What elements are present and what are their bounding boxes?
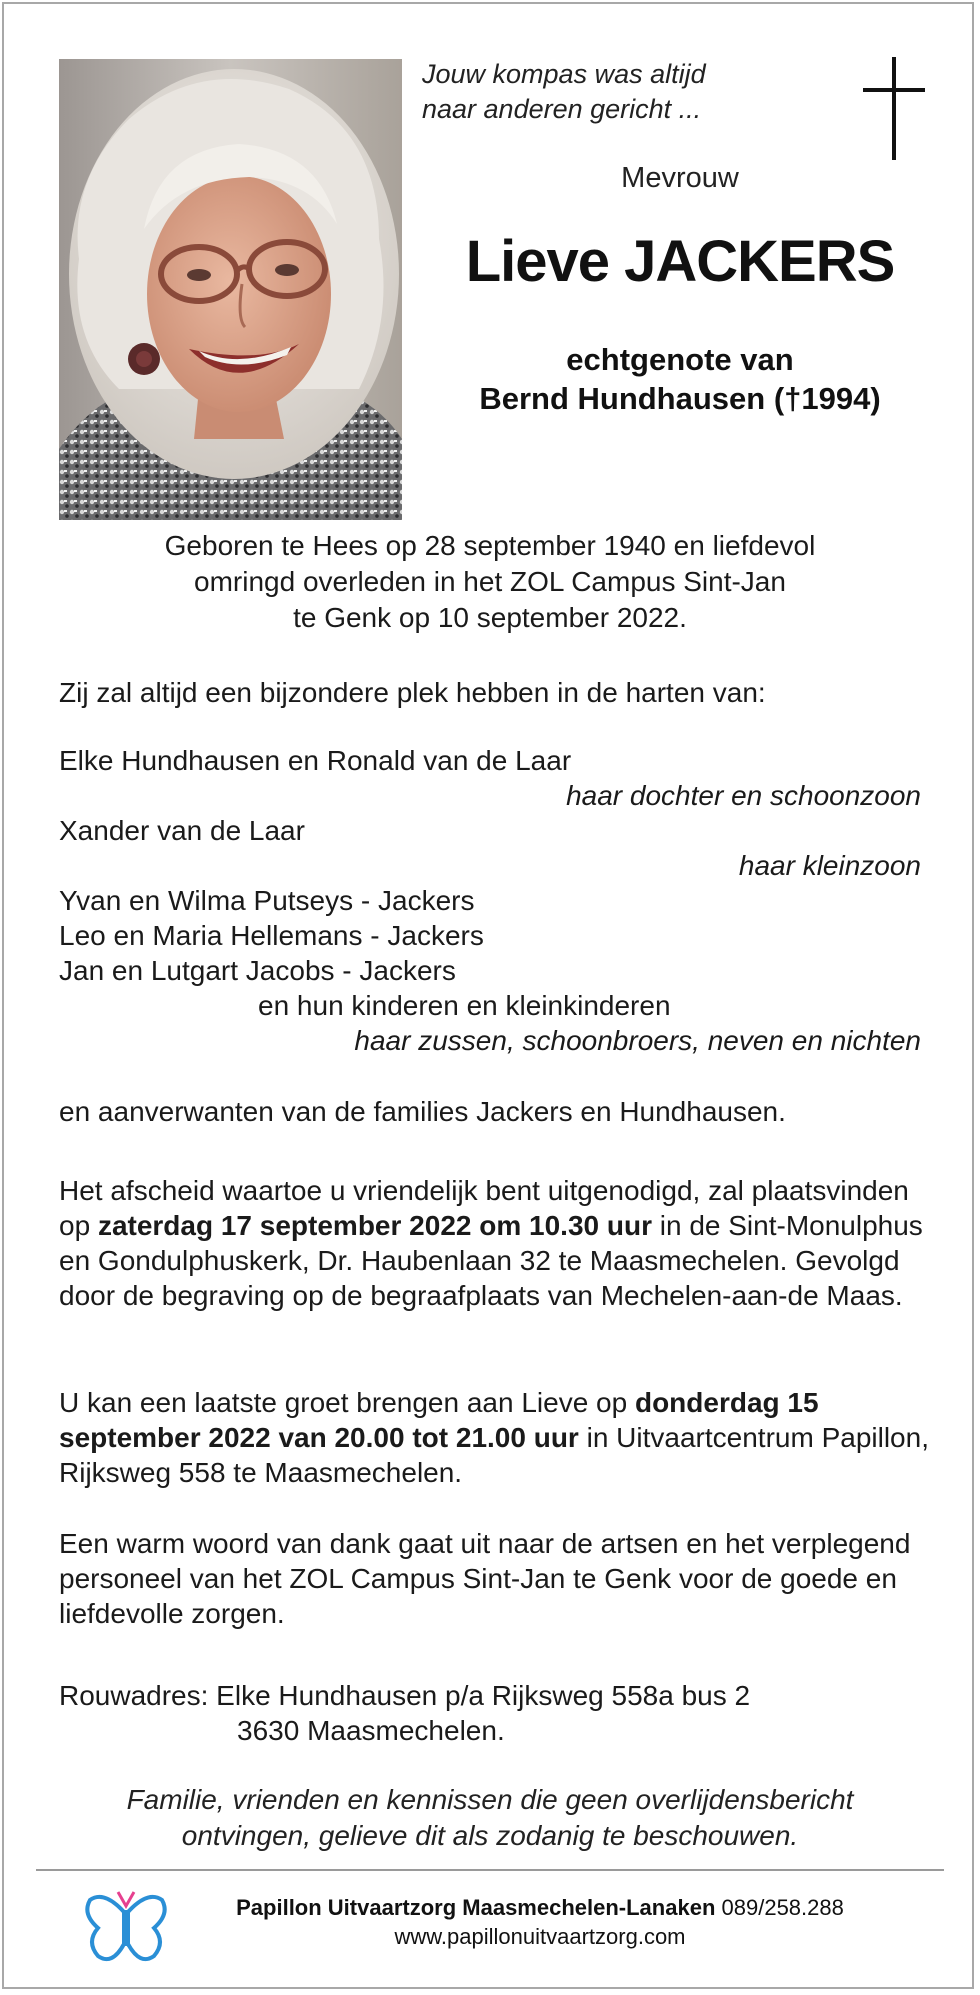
portrait-photo bbox=[59, 59, 402, 520]
birth-line: Geboren te Hees op 28 september 1940 en liefdevol bbox=[164, 530, 816, 561]
company-website[interactable]: www.papillonuitvaartzorg.com bbox=[394, 1924, 686, 1949]
visit-date: donderdag 15 september 2022 van 20.00 tot 21.00 uur bbox=[59, 1387, 819, 1453]
family-member: Leo en Maria Hellemans - Jackers bbox=[59, 920, 484, 951]
company-phone: 089/258.288 bbox=[721, 1895, 844, 1920]
spouse-line: echtgenote van bbox=[566, 342, 794, 377]
mourning-address: Rouwadres: Elke Hundhausen p/a Rijksweg 558a bus 2 bbox=[59, 1680, 751, 1711]
birth-line: te Genk op 10 september 2022. bbox=[293, 602, 687, 633]
company-line bbox=[180, 1893, 900, 1922]
family-member: Yvan en Wilma Putseys - Jackers bbox=[59, 885, 475, 916]
family-member: Elke Hundhausen en Ronald van de Laar bbox=[59, 745, 572, 776]
relatives-text: en aanverwanten van de families Jackers en Hundhausen. bbox=[59, 1096, 786, 1127]
company-name: Papillon Uitvaartzorg Maasmechelen-Lanaken bbox=[236, 1895, 716, 1920]
visit-text: in Uitvaartcentrum Papillon, Rijksweg 558 te Maasmechelen. bbox=[59, 1422, 929, 1488]
title-prefix: Mevrouw bbox=[621, 162, 739, 194]
family-member: Jan en Lutgart Jacobs - Jackers bbox=[59, 955, 456, 986]
farewell-text: Het afscheid waartoe u vriendelijk bent uitgenodigd, zal plaatsvinden op bbox=[59, 1175, 909, 1241]
footnote-line: ontvingen, gelieve dit als zodanig te beschouwen. bbox=[181, 1820, 799, 1851]
farewell-paragraph bbox=[59, 1173, 929, 1313]
thanks-paragraph: Een warm woord van dank gaat uit naar de artsen en het verplegend personeel van het ZOL Campus Sint-Jan te Genk voor de goede en liefdevolle zorgen. bbox=[59, 1528, 911, 1629]
cross-icon bbox=[863, 57, 925, 160]
family-role: haar zussen, schoonbroers, neven en nichten bbox=[354, 1025, 921, 1056]
quote-line: naar anderen gericht ... bbox=[422, 94, 702, 124]
quote-line: Jouw kompas was altijd bbox=[422, 59, 706, 89]
birth-death-info bbox=[59, 528, 921, 636]
intro-text: Zij zal altijd een bijzondere plek hebben in de harten van: bbox=[59, 677, 766, 708]
farewell-text: in de Sint-Monulphus en Gondulphuskerk, Dr. Haubenlaan 32 te Maasmechelen. Gevolgd door de begraving op de begraafplaats van Mechelen-aan-de Maas. bbox=[59, 1210, 923, 1311]
farewell-date: zaterdag 17 september 2022 om 10.30 uur bbox=[97, 1210, 652, 1241]
spouse-info bbox=[420, 340, 940, 418]
notice-footnote bbox=[40, 1782, 940, 1854]
birth-line: omringd overleden in het ZOL Campus Sint-Jan bbox=[194, 566, 786, 597]
visit-paragraph bbox=[59, 1385, 929, 1490]
memorial-quote bbox=[422, 57, 762, 127]
butterfly-logo-icon bbox=[84, 1886, 168, 1970]
deceased-name: Lieve JACKERS bbox=[465, 229, 895, 294]
family-member: en hun kinderen en kleinkinderen bbox=[258, 990, 671, 1021]
visit-text: U kan een laatste groet brengen aan Lieve op bbox=[59, 1387, 635, 1418]
mourning-address-city: 3630 Maasmechelen. bbox=[237, 1715, 505, 1746]
funeral-home-info bbox=[180, 1893, 900, 1951]
spouse-line: Bernd Hundhausen (†1994) bbox=[479, 381, 881, 416]
family-role: haar dochter en schoonzoon bbox=[566, 780, 921, 811]
divider bbox=[36, 1869, 944, 1871]
footnote-line: Familie, vrienden en kennissen die geen overlijdensbericht bbox=[126, 1784, 854, 1815]
family-member: Xander van de Laar bbox=[59, 815, 305, 846]
family-role: haar kleinzoon bbox=[738, 850, 921, 881]
